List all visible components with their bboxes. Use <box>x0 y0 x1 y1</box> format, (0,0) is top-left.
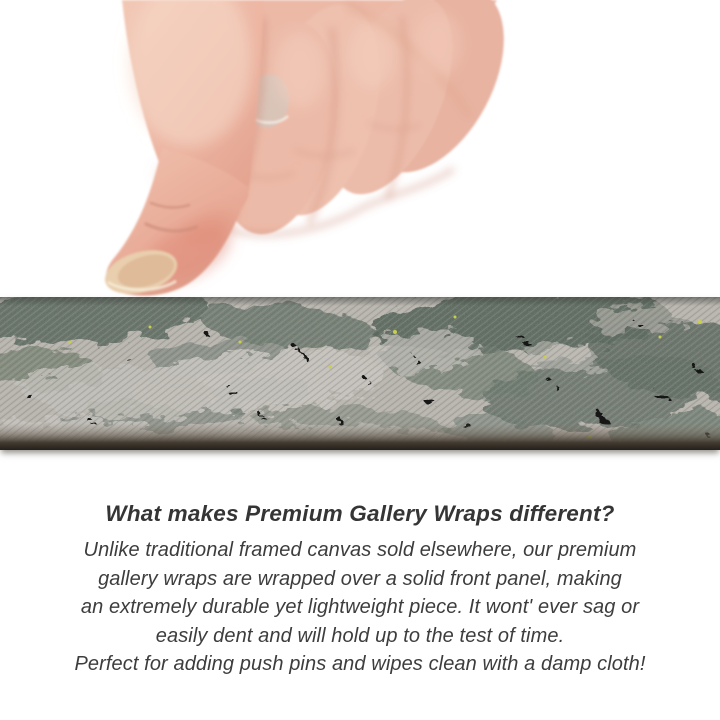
heading: What makes Premium Gallery Wraps different? <box>105 501 615 526</box>
body-line-1: Unlike traditional framed canvas sold elsewhere, our premium <box>83 539 637 561</box>
hand-group <box>100 0 532 301</box>
body-line-2: gallery wraps are wrapped over a solid front panel, making <box>98 567 622 590</box>
body-line-3: an extremely durable yet lightweight piece. It wont' ever sag or <box>80 596 640 619</box>
strip-top-fold <box>0 297 720 306</box>
body-line-4: easily dent and will hold up to the test of time. <box>155 624 565 647</box>
canvas-texture <box>0 297 720 450</box>
body-line-5: Perfect for adding push pins and wipes clean with a damp cloth! <box>74 653 646 676</box>
strip-bottom-fold <box>0 423 720 450</box>
text-block <box>0 501 720 679</box>
hand-photo <box>0 0 720 312</box>
canvas-edge-strip <box>0 297 720 450</box>
